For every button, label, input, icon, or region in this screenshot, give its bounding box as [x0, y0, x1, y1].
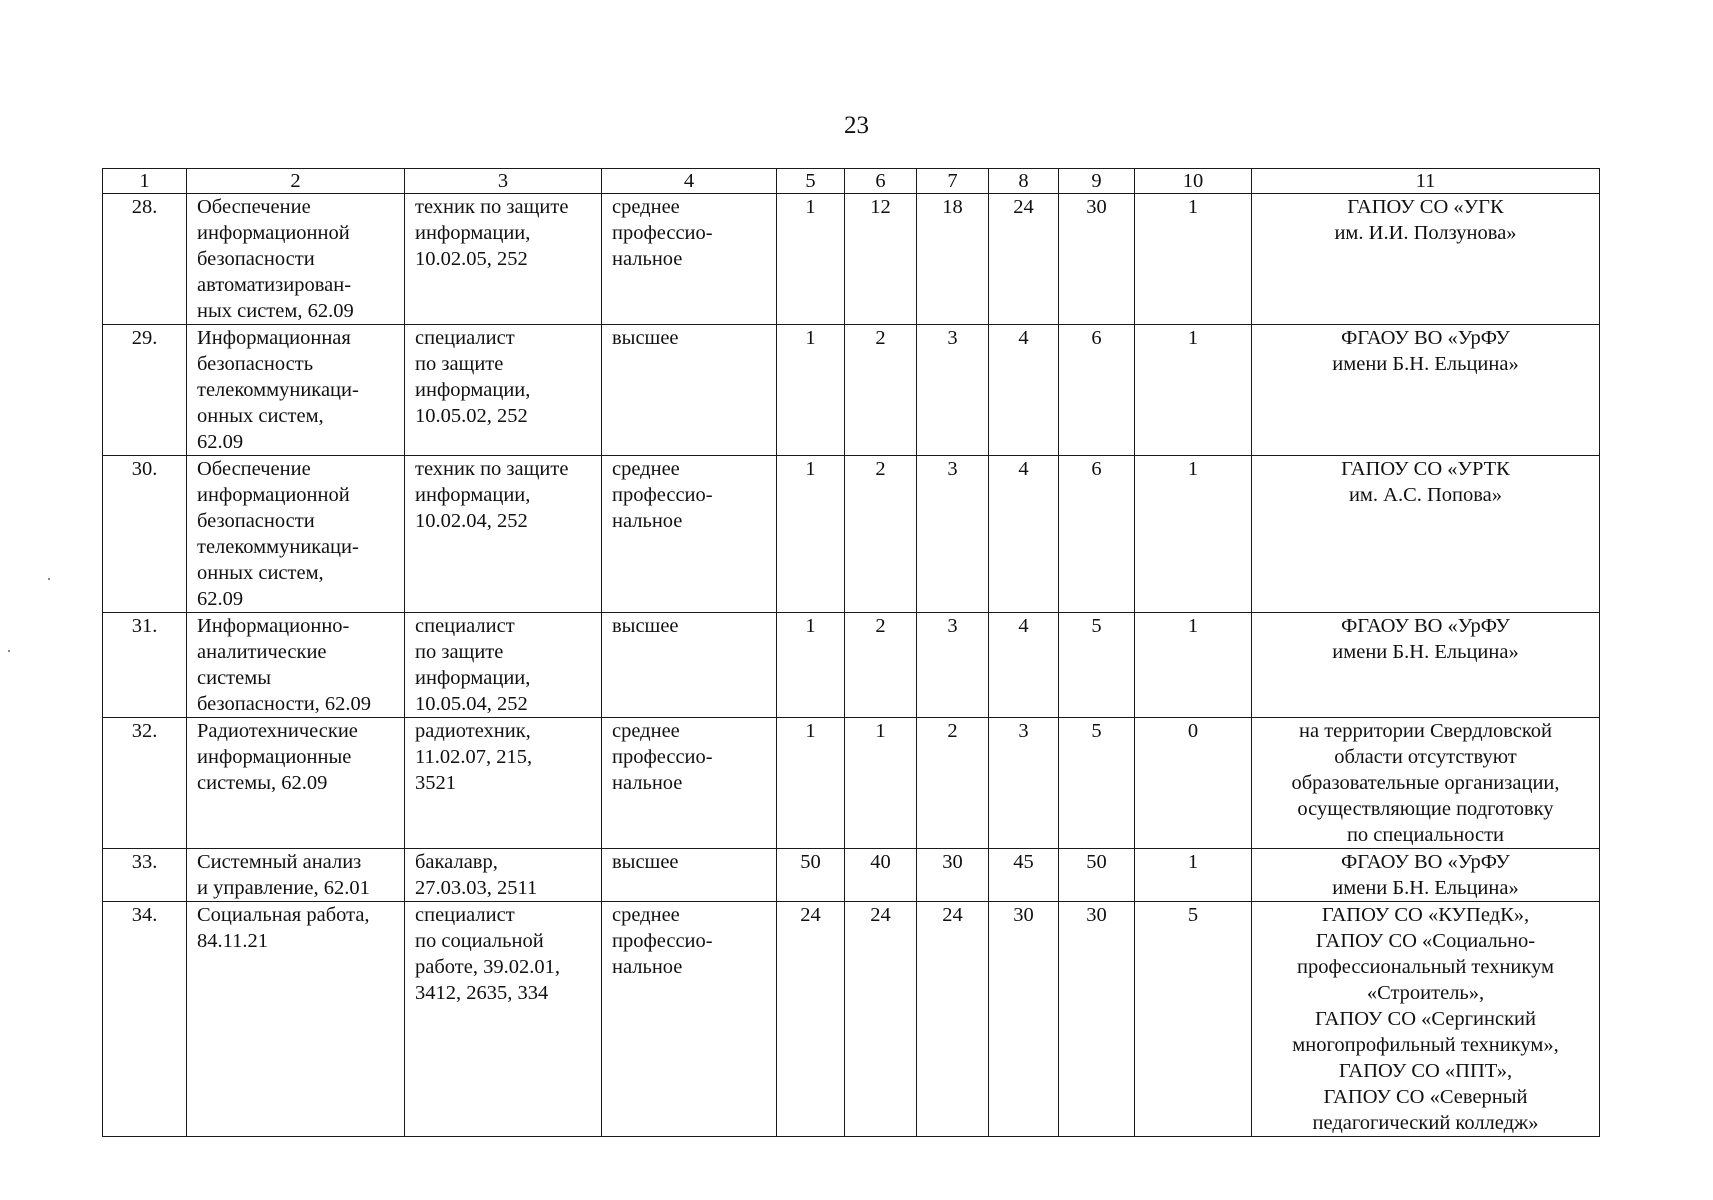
value-cell-v8: 45	[989, 849, 1059, 902]
cell-line: и управление, 62.01	[197, 877, 370, 899]
value-cell-v10: 0	[1135, 718, 1252, 849]
value-cell-v5: 1	[777, 718, 845, 849]
cell-line: 10.05.04, 252	[415, 693, 528, 715]
value-cell-v5: 1	[777, 325, 845, 456]
value-cell-v9: 30	[1059, 902, 1135, 1137]
value-cell-v9: 50	[1059, 849, 1135, 902]
value-cell-v8: 4	[989, 613, 1059, 718]
cell-line: профессио-	[612, 222, 713, 244]
qualification-cell	[405, 456, 602, 613]
cell-line: 10.05.02, 252	[415, 405, 528, 427]
cell-line: 10.02.05, 252	[415, 248, 528, 270]
value-cell-v10: 1	[1135, 194, 1252, 325]
profession-cell	[187, 613, 405, 718]
row-number-cell: 28.	[103, 194, 187, 325]
table-row	[103, 194, 1600, 325]
organizations-cell	[1252, 325, 1600, 456]
value-cell-v7: 3	[917, 325, 989, 456]
value-cell-v10: 1	[1135, 325, 1252, 456]
cell-line: безопасности, 62.09	[197, 693, 372, 715]
value-cell-v6: 2	[845, 613, 917, 718]
cell-line: системы, 62.09	[197, 772, 328, 794]
value-cell-v10: 1	[1135, 849, 1252, 902]
cell-line: техник по защите	[415, 458, 569, 480]
value-cell-v6: 2	[845, 325, 917, 456]
cell-line: ГАПОУ СО «Социально-	[1315, 930, 1536, 952]
cell-line: по социальной	[415, 930, 544, 952]
cell-line: онных систем,	[197, 562, 324, 584]
header-cell: 6	[845, 169, 917, 194]
cell-line: Социальная работа,	[197, 904, 370, 926]
header-cell: 9	[1059, 169, 1135, 194]
cell-line: телекоммуникаци-	[197, 379, 359, 401]
education-level-cell	[602, 194, 777, 325]
cell-line: по защите	[415, 353, 504, 375]
table-header-row	[103, 169, 1600, 194]
education-level-cell	[602, 325, 777, 456]
education-level-cell	[602, 902, 777, 1137]
table-row	[103, 849, 1600, 902]
cell-line: среднее	[612, 196, 680, 218]
cell-line: 84.11.21	[197, 930, 268, 952]
scan-speck	[8, 650, 10, 652]
cell-line: ных систем, 62.09	[197, 300, 354, 322]
cell-line: Обеспечение	[197, 458, 311, 480]
value-cell-v9: 6	[1059, 456, 1135, 613]
cell-line: имени Б.Н. Ельцина»	[1332, 641, 1519, 663]
qualification-cell	[405, 194, 602, 325]
value-cell-v7: 2	[917, 718, 989, 849]
value-cell-v5: 1	[777, 613, 845, 718]
row-number-cell: 30.	[103, 456, 187, 613]
table-row	[103, 613, 1600, 718]
cell-line: профессио-	[612, 746, 713, 768]
cell-line: информации,	[415, 484, 531, 506]
cell-line: многопрофильный техникум»,	[1292, 1034, 1559, 1056]
table-row	[103, 325, 1600, 456]
value-cell-v10: 1	[1135, 456, 1252, 613]
cell-line: радиотехник,	[415, 720, 531, 742]
cell-line: информационной	[197, 222, 350, 244]
value-cell-v9: 30	[1059, 194, 1135, 325]
table-row	[103, 718, 1600, 849]
qualification-cell	[405, 849, 602, 902]
value-cell-v8: 4	[989, 325, 1059, 456]
cell-line: им. А.С. Попова»	[1348, 484, 1503, 506]
cell-line: безопасности	[197, 248, 315, 270]
row-number-cell: 32.	[103, 718, 187, 849]
cell-line: ГАПОУ СО «Сергинский	[1315, 1008, 1536, 1030]
cell-line: по специальности	[1346, 824, 1505, 846]
value-cell-v7: 18	[917, 194, 989, 325]
cell-line: специалист	[415, 904, 515, 926]
header-cell: 11	[1252, 169, 1600, 194]
qualification-cell	[405, 718, 602, 849]
cell-line: 62.09	[197, 431, 244, 453]
cell-line: ФГАОУ ВО «УрФУ	[1341, 327, 1510, 349]
value-cell-v8: 30	[989, 902, 1059, 1137]
organizations-cell	[1252, 456, 1600, 613]
cell-line: по защите	[415, 641, 504, 663]
cell-line: 3521	[415, 772, 456, 794]
cell-line: педагогический колледж»	[1312, 1112, 1539, 1134]
cell-line: области отсутствуют	[1334, 746, 1517, 768]
header-cell: 1	[103, 169, 187, 194]
cell-line: среднее	[612, 904, 680, 926]
cell-line: ГАПОУ СО «УРТК	[1341, 458, 1510, 480]
cell-line: образовательные организации,	[1291, 772, 1560, 794]
cell-line: Информационно-	[197, 615, 350, 637]
cell-line: безопасности	[197, 510, 315, 532]
header-cell: 4	[602, 169, 777, 194]
page-number: 23	[844, 112, 869, 139]
cell-line: «Строитель»,	[1366, 982, 1485, 1004]
cell-line: высшее	[612, 851, 679, 873]
cell-line: среднее	[612, 720, 680, 742]
row-number-cell: 34.	[103, 902, 187, 1137]
cell-line: бакалавр,	[415, 851, 498, 873]
value-cell-v7: 3	[917, 613, 989, 718]
cell-line: им. И.И. Ползунова»	[1334, 222, 1517, 244]
cell-line: ГАПОУ СО «КУПедК»,	[1321, 904, 1530, 926]
profession-cell	[187, 902, 405, 1137]
organizations-cell	[1252, 849, 1600, 902]
cell-line: Радиотехнические	[197, 720, 358, 742]
cell-line: Обеспечение	[197, 196, 311, 218]
organizations-cell	[1252, 613, 1600, 718]
value-cell-v5: 50	[777, 849, 845, 902]
cell-line: телекоммуникаци-	[197, 536, 359, 558]
qualification-cell	[405, 613, 602, 718]
value-cell-v6: 24	[845, 902, 917, 1137]
cell-line: осуществляющие подготовку	[1297, 798, 1554, 820]
specialties-table	[102, 168, 1600, 1137]
cell-line: специалист	[415, 615, 515, 637]
cell-line: 3412, 2635, 334	[415, 982, 549, 1004]
qualification-cell	[405, 325, 602, 456]
value-cell-v5: 1	[777, 456, 845, 613]
cell-line: онных систем,	[197, 405, 324, 427]
value-cell-v9: 5	[1059, 718, 1135, 849]
cell-line: ФГАОУ ВО «УрФУ	[1341, 615, 1510, 637]
cell-line: ФГАОУ ВО «УрФУ	[1341, 851, 1510, 873]
row-number-cell: 29.	[103, 325, 187, 456]
cell-line: ГАПОУ СО «УГК	[1347, 196, 1504, 218]
cell-line: профессио-	[612, 930, 713, 952]
education-level-cell	[602, 613, 777, 718]
cell-line: среднее	[612, 458, 680, 480]
value-cell-v5: 24	[777, 902, 845, 1137]
cell-line: ГАПОУ СО «ППТ»,	[1338, 1060, 1513, 1082]
header-cell: 3	[405, 169, 602, 194]
header-cell: 5	[777, 169, 845, 194]
header-cell: 8	[989, 169, 1059, 194]
cell-line: имени Б.Н. Ельцина»	[1332, 877, 1519, 899]
value-cell-v8: 4	[989, 456, 1059, 613]
cell-line: 11.02.07, 215,	[415, 746, 533, 768]
cell-line: информационной	[197, 484, 350, 506]
cell-line: нальное	[612, 956, 683, 978]
cell-line: на территории Свердловской	[1299, 720, 1552, 742]
cell-line: безопасность	[197, 353, 314, 375]
row-number-cell: 31.	[103, 613, 187, 718]
header-cell: 10	[1135, 169, 1252, 194]
cell-line: профессиональный техникум	[1296, 956, 1555, 978]
cell-line: высшее	[612, 615, 679, 637]
table-row	[103, 902, 1600, 1137]
organizations-cell	[1252, 194, 1600, 325]
profession-cell	[187, 718, 405, 849]
value-cell-v5: 1	[777, 194, 845, 325]
organizations-cell	[1252, 902, 1600, 1137]
scan-speck	[48, 578, 50, 580]
cell-line: работе, 39.02.01,	[415, 956, 560, 978]
cell-line: высшее	[612, 327, 679, 349]
cell-line: нальное	[612, 510, 683, 532]
qualification-cell	[405, 902, 602, 1137]
row-number-cell: 33.	[103, 849, 187, 902]
profession-cell	[187, 194, 405, 325]
profession-cell	[187, 456, 405, 613]
profession-cell	[187, 325, 405, 456]
cell-line: информации,	[415, 379, 531, 401]
cell-line: имени Б.Н. Ельцина»	[1332, 353, 1519, 375]
cell-line: информации,	[415, 222, 531, 244]
value-cell-v7: 24	[917, 902, 989, 1137]
value-cell-v8: 24	[989, 194, 1059, 325]
cell-line: специалист	[415, 327, 515, 349]
cell-line: Системный анализ	[197, 851, 362, 873]
value-cell-v7: 30	[917, 849, 989, 902]
cell-line: Информационная	[197, 327, 351, 349]
value-cell-v6: 1	[845, 718, 917, 849]
value-cell-v6: 2	[845, 456, 917, 613]
cell-line: техник по защите	[415, 196, 569, 218]
education-level-cell	[602, 718, 777, 849]
value-cell-v10: 1	[1135, 613, 1252, 718]
education-level-cell	[602, 849, 777, 902]
value-cell-v9: 5	[1059, 613, 1135, 718]
cell-line: нальное	[612, 248, 683, 270]
cell-line: автоматизирован-	[197, 274, 352, 296]
cell-line: аналитические	[197, 641, 327, 663]
header-cell: 2	[187, 169, 405, 194]
value-cell-v7: 3	[917, 456, 989, 613]
cell-line: 62.09	[197, 588, 244, 610]
value-cell-v6: 40	[845, 849, 917, 902]
value-cell-v6: 12	[845, 194, 917, 325]
value-cell-v9: 6	[1059, 325, 1135, 456]
value-cell-v8: 3	[989, 718, 1059, 849]
value-cell-v10: 5	[1135, 902, 1252, 1137]
cell-line: системы	[197, 667, 271, 689]
cell-line: информационные	[197, 746, 352, 768]
cell-line: ГАПОУ СО «Северный	[1323, 1086, 1528, 1108]
cell-line: нальное	[612, 772, 683, 794]
cell-line: 27.03.03, 2511	[415, 877, 538, 899]
header-cell: 7	[917, 169, 989, 194]
education-level-cell	[602, 456, 777, 613]
table-row	[103, 456, 1600, 613]
organizations-cell	[1252, 718, 1600, 849]
cell-line: информации,	[415, 667, 531, 689]
cell-line: профессио-	[612, 484, 713, 506]
profession-cell	[187, 849, 405, 902]
cell-line: 10.02.04, 252	[415, 510, 528, 532]
